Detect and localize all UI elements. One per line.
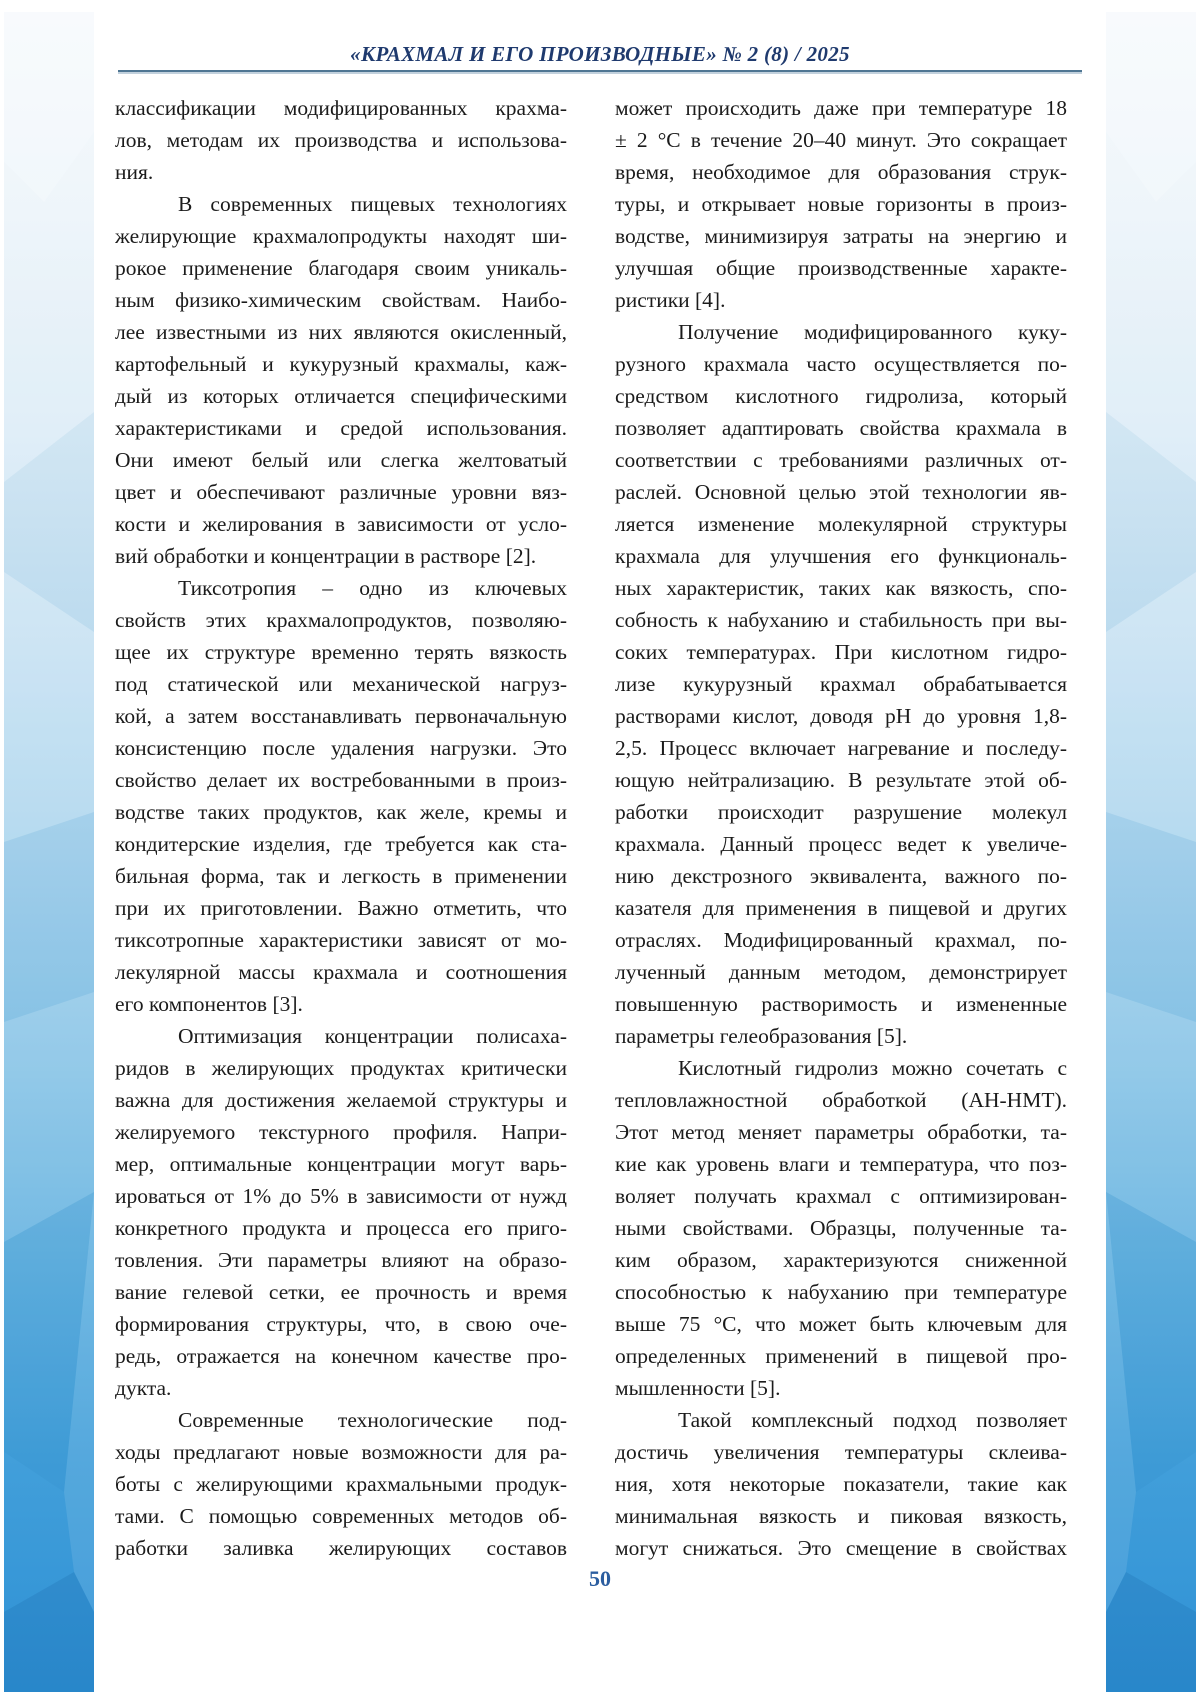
text-line: В современных пищевых технологиях xyxy=(178,192,567,216)
low-poly-ornament xyxy=(1106,12,1196,1692)
text-line: желирующие крахмалопродукты находят ши- xyxy=(115,224,567,248)
text-line: ходы предлагают новые возможности для ра- xyxy=(115,1440,567,1464)
text-line: рузного крахмала часто осуществляется по- xyxy=(615,352,1067,376)
text-line: 2,5. Процесс включает нагревание и последу- xyxy=(615,736,1067,760)
text-line: ким образом, характеризуются сниженной xyxy=(615,1248,1067,1272)
text-line: дукта. xyxy=(115,1376,172,1400)
text-line: достичь увеличения температуры склеива- xyxy=(615,1440,1067,1464)
text-line: ния. xyxy=(115,160,154,184)
text-line: классификации модифицированных крахма- xyxy=(115,96,567,120)
text-line: ироваться от 1% до 5% в зависимости от нужд xyxy=(115,1184,567,1208)
text-line: лученный данным методом, демонстрирует xyxy=(615,960,1067,984)
text-line: Кислотный гидролиз можно сочетать с xyxy=(678,1056,1067,1080)
text-line: тиксотропные характеристики зависят от мо- xyxy=(115,928,567,952)
left-edge-polygon-decoration xyxy=(4,12,94,1692)
paragraph xyxy=(615,1052,1067,1404)
text-line: лов, методам их производства и использова- xyxy=(115,128,567,152)
text-line: время, необходимое для образования струк- xyxy=(615,160,1067,184)
text-line: средством кислотного гидролиза, который xyxy=(615,384,1067,408)
paragraph xyxy=(115,572,567,1020)
paragraph xyxy=(615,92,1067,316)
text-line: способностью к набуханию при температуре xyxy=(615,1280,1067,1304)
text-line: его компонентов [3]. xyxy=(115,992,303,1016)
text-line: конкретного продукта и процесса его приго- xyxy=(115,1216,567,1240)
text-line: повышенную растворимость и измененные xyxy=(615,992,1067,1016)
right-edge-polygon-decoration xyxy=(1106,12,1196,1692)
text-line: товления. Эти параметры влияют на образо- xyxy=(115,1248,567,1272)
text-line: важна для достижения желаемой структуры и xyxy=(115,1088,567,1112)
text-line: Они имеют белый или слегка желтоватый xyxy=(115,448,567,472)
text-line: ридов в желирующих продуктах критически xyxy=(115,1056,567,1080)
text-line: мер, оптимальные концентрации могут варь- xyxy=(115,1152,567,1176)
text-line: лее известными из них являются окисленный, xyxy=(115,320,567,344)
text-line: редь, отражается на конечном качестве про- xyxy=(115,1344,567,1368)
text-line: работки происходит разрушение молекул xyxy=(615,800,1067,824)
text-line: параметры гелеобразования [5]. xyxy=(615,1024,908,1048)
page-number: 50 xyxy=(589,1566,611,1591)
header-rule xyxy=(118,70,1082,72)
text-line: Современные технологические под- xyxy=(178,1408,567,1432)
text-line: консистенцию после удаления нагрузки. Это xyxy=(115,736,567,760)
text-line: мышленности [5]. xyxy=(615,1376,781,1400)
text-line: ния, хотя некоторые показатели, такие как xyxy=(615,1472,1067,1496)
text-line: кондитерские изделия, где требуется как ста- xyxy=(115,832,567,856)
text-line: ± 2 °С в течение 20–40 минут. Это сокращает xyxy=(615,128,1067,152)
text-line: крахмала. Данный процесс ведет к увеличе- xyxy=(615,832,1067,856)
text-line: щее их структуре временно терять вязкость xyxy=(115,640,567,664)
text-line: кости и желирования в зависимости от усло- xyxy=(115,512,567,536)
text-line: бильная форма, так и легкость в применении xyxy=(115,864,567,888)
text-line: Оптимизация концентрации полисаха- xyxy=(178,1024,567,1048)
text-line: картофельный и кукурузный крахмалы, каж- xyxy=(115,352,567,376)
text-line: тами. С помощью современных методов об- xyxy=(115,1504,567,1528)
text-line: водстве таких продуктов, как желе, кремы и xyxy=(115,800,567,824)
text-line: тепловлажностной обработкой (АН-НМТ). xyxy=(615,1088,1067,1112)
text-line: дый из которых отличается специфическими xyxy=(115,384,567,408)
paragraph xyxy=(115,1404,567,1564)
text-line: вий обработки и концентрации в растворе [2]. xyxy=(115,544,537,568)
text-line: ным физико-химическим свойствам. Наибо- xyxy=(115,288,567,312)
text-line: ляется изменение молекулярной структуры xyxy=(615,512,1067,536)
text-line: воляет получать крахмал с оптимизирован- xyxy=(615,1184,1067,1208)
text-line: лекулярной массы крахмала и соотношения xyxy=(115,960,567,984)
text-line: ристики [4]. xyxy=(615,288,726,312)
right-text-column xyxy=(615,92,1067,1564)
text-line: рокое применение благодаря своим уникаль- xyxy=(115,256,567,280)
text-line: ных характеристик, таких как вязкость, спо- xyxy=(615,576,1067,600)
text-line: водстве, минимизируя затраты на энергию и xyxy=(615,224,1067,248)
text-line: может происходить даже при температуре 18 xyxy=(615,96,1067,120)
text-line: ными свойствами. Образцы, полученные та- xyxy=(615,1216,1067,1240)
text-line: свойств этих крахмалопродуктов, позволяю- xyxy=(115,608,567,632)
journal-header-title: «КРАХМАЛ И ЕГО ПРОИЗВОДНЫЕ» № 2 (8) / 2025 xyxy=(350,42,850,66)
paragraph xyxy=(615,1404,1067,1564)
text-line: Этот метод меняет параметры обработки, та- xyxy=(615,1120,1067,1144)
text-line: улучшая общие производственные характе- xyxy=(615,256,1067,280)
text-line: лизе кукурузный крахмал обрабатывается xyxy=(615,672,1067,696)
text-line: кой, а затем восстанавливать первоначальную xyxy=(115,704,567,728)
low-poly-ornament xyxy=(4,12,94,1692)
text-line: определенных применений в пищевой про- xyxy=(615,1344,1067,1368)
text-line: под статической или механической нагруз- xyxy=(115,672,567,696)
text-line: формирования структуры, что, в свою оче- xyxy=(115,1312,567,1336)
text-line: желируемого текстурного профиля. Напри- xyxy=(115,1120,567,1144)
text-line: соких температурах. При кислотном гидро- xyxy=(615,640,1067,664)
paragraph xyxy=(615,316,1067,1052)
text-line: ющую нейтрализацию. В результате этой об- xyxy=(615,768,1067,792)
text-line: крахмала для улучшения его функциональ- xyxy=(615,544,1067,568)
text-line: собность к набуханию и стабильность при вы- xyxy=(615,608,1067,632)
text-line: туры, и открывает новые горизонты в произ- xyxy=(615,192,1067,216)
text-line: Тиксотропия – одно из ключевых xyxy=(178,576,567,600)
text-line: выше 75 °С, что может быть ключевым для xyxy=(615,1312,1067,1336)
left-text-column xyxy=(115,92,567,1564)
text-line: работки заливка желирующих составов xyxy=(115,1536,567,1560)
text-line: отраслях. Модифицированный крахмал, по- xyxy=(615,928,1067,952)
text-line: при их приготовлении. Важно отметить, что xyxy=(115,896,567,920)
text-line: боты с желирующими крахмальными продук- xyxy=(115,1472,567,1496)
text-line: цвет и обеспечивают различные уровни вяз- xyxy=(115,480,567,504)
text-line: свойство делает их востребованными в произ- xyxy=(115,768,567,792)
text-line: Такой комплексный подход позволяет xyxy=(678,1408,1067,1432)
text-line: раслей. Основной целью этой технологии яв- xyxy=(615,480,1067,504)
text-line: могут снижаться. Это смещение в свойствах xyxy=(615,1536,1067,1560)
text-line: минимальная вязкость и пиковая вязкость, xyxy=(615,1504,1067,1528)
paragraph xyxy=(115,92,567,188)
text-line: вание гелевой сетки, ее прочность и время xyxy=(115,1280,567,1304)
text-line: характеристиками и средой использования. xyxy=(115,416,567,440)
paragraph xyxy=(115,188,567,572)
paragraph xyxy=(115,1020,567,1404)
text-line: нию декстрозного эквивалента, важного по- xyxy=(615,864,1067,888)
text-line: растворами кислот, доводя рН до уровня 1,8- xyxy=(615,704,1067,728)
text-line: казателя для применения в пищевой и других xyxy=(615,896,1067,920)
text-line: кие как уровень влаги и температура, что поз- xyxy=(615,1152,1067,1176)
text-line: соответствии с требованиями различных от- xyxy=(615,448,1067,472)
text-line: позволяет адаптировать свойства крахмала в xyxy=(615,416,1067,440)
text-line: Получение модифицированного куку- xyxy=(678,320,1067,344)
